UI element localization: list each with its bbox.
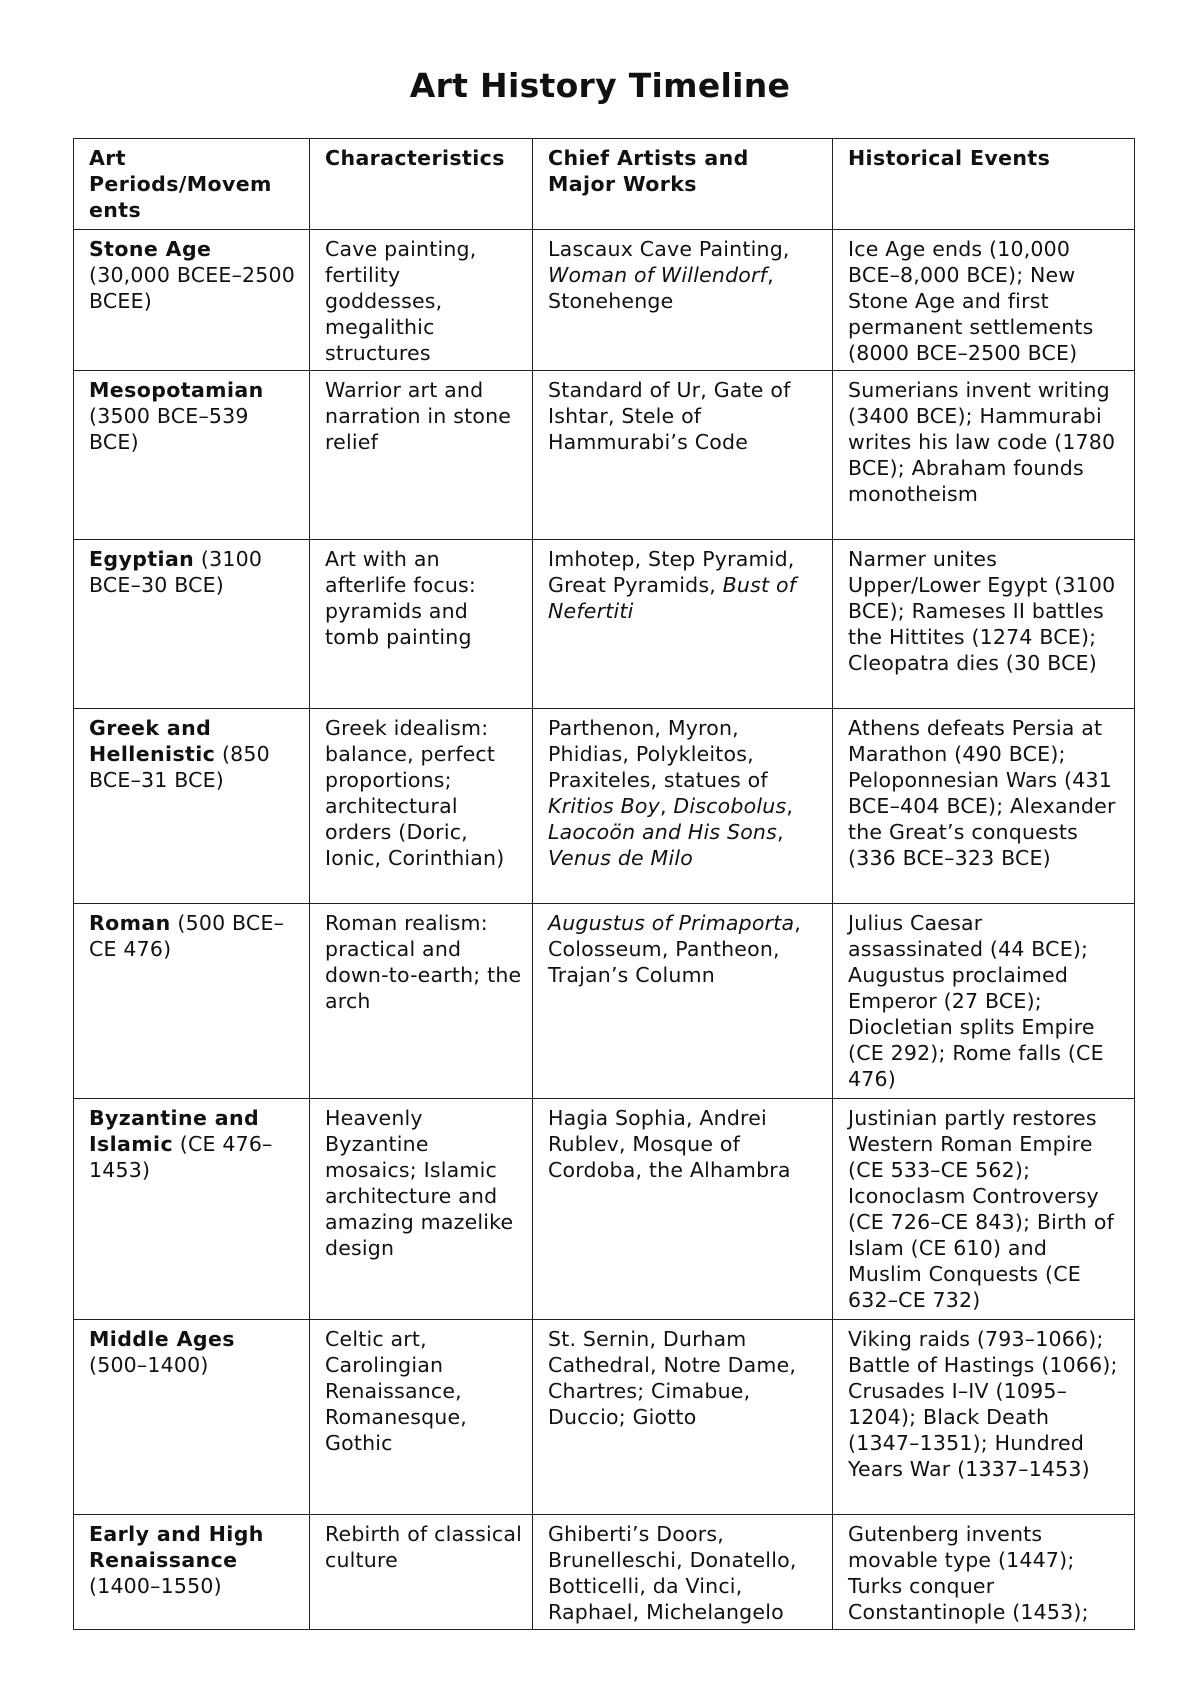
period-dates: (3100 BCE–30 BCE)	[89, 547, 263, 597]
characteristics-cell: Warrior art and narration in stone relief	[310, 371, 533, 540]
table-row	[74, 1320, 1135, 1515]
period-name: Middle Ages	[89, 1327, 235, 1351]
header-row	[74, 139, 1135, 230]
period-dates: (850 BCE–31 BCE)	[89, 742, 270, 792]
works-cell	[533, 230, 833, 371]
timeline-table	[73, 138, 1135, 1630]
period-dates: (CE 476–1453)	[89, 1132, 273, 1182]
works-cell	[533, 1099, 833, 1320]
characteristics-cell: Greek idealism: balance, perfect proportions; architectural orders (Doric, Ionic, Corinthian)	[310, 709, 533, 904]
period-cell	[74, 540, 310, 709]
table-row	[74, 904, 1135, 1099]
events-cell: Justinian partly restores Western Roman Empire (CE 533–CE 562); Iconoclasm Controversy (CE 726–CE 843); Birth of Islam (CE 610) and Muslim Conquests (CE 632–CE 732)	[833, 1099, 1135, 1320]
work-text: St. Sernin, Durham Cathedral, Notre Dame, Chartres; Cimabue, Duccio; Giotto	[548, 1327, 797, 1429]
column-header-characteristics: Characteristics	[310, 139, 533, 230]
work-title: Laocoön and His Sons	[548, 820, 778, 844]
table-row	[74, 1099, 1135, 1320]
column-header-historical-events: Historical Events	[833, 139, 1135, 230]
work-title: Kritios Boy	[548, 794, 660, 818]
work-text: Parthenon, Myron, Phidias, Polykleitos, Praxiteles, statues of	[548, 716, 768, 792]
page-title: Art History Timeline	[409, 66, 791, 105]
works-cell	[533, 1320, 833, 1515]
characteristics-cell: Cave painting, fertility goddesses, megalithic structures	[310, 230, 533, 371]
work-title: Augustus of Primaporta	[548, 911, 795, 935]
period-cell	[74, 371, 310, 540]
table-body	[74, 230, 1135, 1630]
events-cell: Athens defeats Persia at Marathon (490 BCE); Peloponnesian Wars (431 BCE–404 BCE); Alexander the Great’s conquests (336 BCE–323 BCE)	[833, 709, 1135, 904]
period-dates: (3500 BCE–539 BCE)	[89, 404, 249, 454]
table-row	[74, 709, 1135, 904]
period-dates: (500–1400)	[89, 1353, 209, 1377]
work-text: ,	[659, 794, 674, 818]
period-cell	[74, 1515, 310, 1630]
period-cell	[74, 904, 310, 1099]
work-text: Hagia Sophia, Andrei Rublev, Mosque of Cordoba, the Alhambra	[548, 1106, 791, 1182]
work-text: , Stonehenge	[548, 263, 774, 313]
work-title: Venus de Milo	[548, 846, 693, 870]
events-cell: Ice Age ends (10,000 BCE–8,000 BCE); New Stone Age and first permanent settlements (8000 BCE–2500 BCE)	[833, 230, 1135, 371]
table-row	[74, 1515, 1135, 1630]
works-cell	[533, 904, 833, 1099]
column-header-periods: Art Periods/Movem ents	[74, 139, 310, 230]
period-dates: (500 BCE–CE 476)	[89, 911, 285, 961]
period-cell	[74, 709, 310, 904]
works-cell	[533, 1515, 833, 1630]
characteristics-cell: Celtic art, Carolingian Renaissance, Romanesque, Gothic	[310, 1320, 533, 1515]
events-cell: Gutenberg invents movable type (1447); Turks conquer Constantinople (1453);	[833, 1515, 1135, 1630]
work-title: Discobolus	[673, 794, 787, 818]
work-text: ,	[786, 794, 794, 818]
characteristics-cell: Art with an afterlife focus: pyramids and tomb painting	[310, 540, 533, 709]
works-cell	[533, 371, 833, 540]
work-text: Imhotep, Step Pyramid, Great Pyramids,	[548, 547, 795, 597]
work-text: , Colosseum, Pantheon, Trajan’s Column	[548, 911, 801, 987]
work-title: Woman of Willendorf	[548, 263, 768, 287]
work-title: Bust of Nefertiti	[548, 573, 797, 623]
events-cell: Narmer unites Upper/Lower Egypt (3100 BCE); Rameses II battles the Hittites (1274 BCE); Cleopatra dies (30 BCE)	[833, 540, 1135, 709]
period-cell	[74, 230, 310, 371]
period-name: Byzantine and Islamic	[89, 1106, 260, 1156]
works-cell	[533, 709, 833, 904]
period-name: Early and High Renaissance	[89, 1522, 264, 1572]
table-row	[74, 230, 1135, 371]
column-header-artists-works: Chief Artists and Major Works	[533, 139, 833, 230]
characteristics-cell: Roman realism: practical and down-to-earth; the arch	[310, 904, 533, 1099]
period-cell	[74, 1099, 310, 1320]
work-text: Lascaux Cave Painting,	[548, 237, 790, 261]
table-row	[74, 540, 1135, 709]
period-name: Roman	[89, 911, 171, 935]
period-cell	[74, 1320, 310, 1515]
works-cell	[533, 540, 833, 709]
period-dates: (1400–1550)	[89, 1574, 222, 1598]
events-cell: Sumerians invent writing (3400 BCE); Hammurabi writes his law code (1780 BCE); Abraham founds monotheism	[833, 371, 1135, 540]
work-text: Ghiberti’s Doors, Brunelleschi, Donatello, Botticelli, da Vinci, Raphael, Michelangelo	[548, 1522, 797, 1624]
period-name: Mesopotamian	[89, 378, 264, 402]
events-cell: Julius Caesar assassinated (44 BCE); Augustus proclaimed Emperor (27 BCE); Diocletian splits Empire (CE 292); Rome falls (CE 476)	[833, 904, 1135, 1099]
period-name: Stone Age	[89, 237, 212, 261]
period-name: Egyptian	[89, 547, 195, 571]
period-name: Greek and Hellenistic	[89, 716, 216, 766]
characteristics-cell: Heavenly Byzantine mosaics; Islamic architecture and amazing mazelike design	[310, 1099, 533, 1320]
work-text: Standard of Ur, Gate of Ishtar, Stele of Hammurabi’s Code	[548, 378, 791, 454]
events-cell: Viking raids (793–1066); Battle of Hastings (1066); Crusades I–IV (1095–1204); Black Death (1347–1351); Hundred Years War (1337–1453)	[833, 1320, 1135, 1515]
table-header	[74, 139, 1135, 230]
work-text: ,	[777, 820, 784, 844]
characteristics-cell: Rebirth of classical culture	[310, 1515, 533, 1630]
period-dates: (30,000 BCEE–2500 BCEE)	[89, 263, 295, 313]
table-row	[74, 371, 1135, 540]
